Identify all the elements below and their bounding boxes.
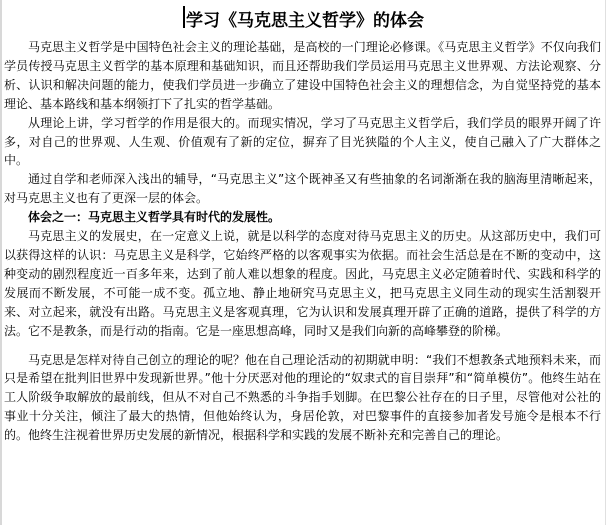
page-right-edge xyxy=(605,0,606,525)
paragraph-study[interactable]: 通过自学和老师深入浅出的辅导，“马克思主义”这个既神圣又有些抽象的名词渐渐在我的脑海里清晰起来，对马克思主义也有了更深一层的体会。 xyxy=(4,172,601,206)
document-title[interactable]: 学习《马克思主义哲学》的体会 xyxy=(186,11,424,31)
section-heading[interactable] xyxy=(4,208,601,227)
text-cursor xyxy=(183,6,185,28)
paragraph-theory[interactable]: 从理论上讲，学习哲学的作用是很大的。而现实情况，学习了马克思主义哲学后，我们学员的眼界开阔了许多，对自己的世界观、人生观、价值观有了新的定位，摒弃了目光狭隘的个人主义，使自己融入了广大群体之中。 xyxy=(4,115,601,168)
paragraph-marx[interactable]: 马克思是怎样对待自己创立的理论的呢？他在自己理论活动的初期就申明：“我们不想教条式地预料未来，而只是希望在批判旧世界中发现新世界。”他十分厌恶对他的理论的“奴隶式的盲目崇拜”和“简单模仿”。他终生站在工人阶级争取解放的最前线，但从不对自己不熟悉的斗争指手划脚。在巴黎公社存在的日子里，尽管他对公社的事业十分关注，倾注了最大的热情，但他始终认为，身居伦敦，对巴黎事件的直接参加者发号施令是根本不行的。他终生注视着世界历史发展的新情况，根据科学和实践的发展不断补充和完善自己的理论。 xyxy=(4,352,601,443)
title-row xyxy=(0,6,607,31)
section-heading-text: 体会之一：马克思主义哲学具有时代的发展性。 xyxy=(28,210,281,225)
paragraph-history[interactable]: 马克思主义的发展史，在一定意义上说，就是以科学的态度对待马克思主义的历史。从这部历史中，我们可以获得这样的认识：马克思主义是科学，它始终严格的以客观事实为依据。而社会生活总是在不断的变动中，这种变动的剧烈程度近一百多年来，达到了前人难以想象的程度。因此，马克思主义必定随着时代、实践和科学的发展而不断发展，不可能一成不变。孤立地、静止地研究马克思主义，把马克思主义同生动的现实生活割裂开来、对立起来，就没有出路。马克思主义是客观真理，它为认识和发展真理开辟了正确的道路，提供了科学的方法。它不是教条，而是行动的指南。它是一座思想高峰，同时又是我们向新的高峰攀登的阶梯。 xyxy=(4,229,601,338)
paragraph-intro[interactable]: 马克思主义哲学是中国特色社会主义的理论基础，是高校的一门理论必修课。《马克思主义哲学》不仅向我们学员传授马克思主义哲学的基本原理和基础知识，而且还帮助我们学员运用马克思主义世界观、方法论观察、分析、认识和解决问题的能力，使我们学员进一步确立了建设中国特色社会主义的理想信念，为自觉坚持党的基本理论、基本路线和基本纲领打下了扎实的哲学基础。 xyxy=(4,40,601,111)
page-left-edge xyxy=(0,0,2,525)
document-body[interactable] xyxy=(4,38,601,445)
